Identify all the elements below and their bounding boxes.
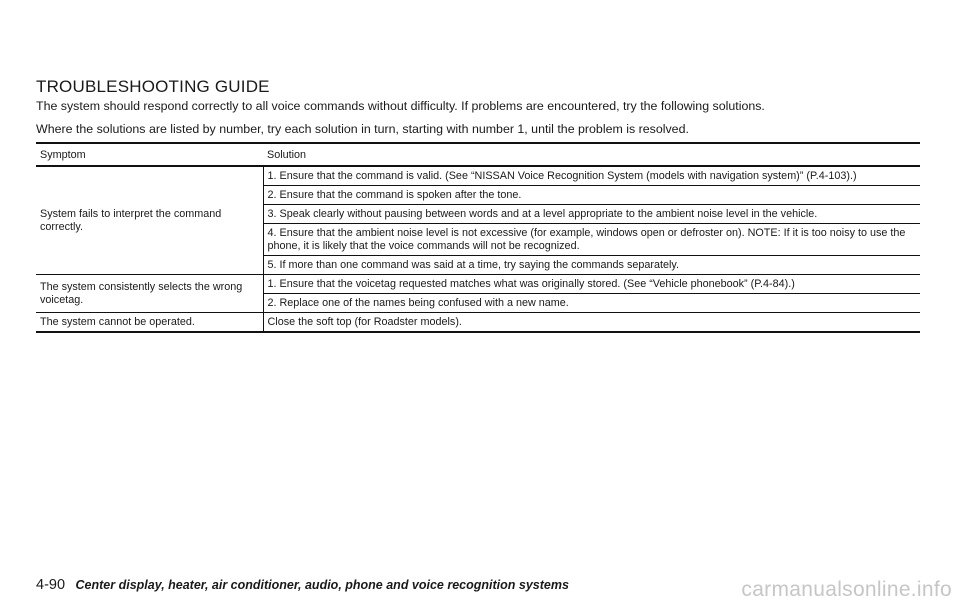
solution-cell: 4. Ensure that the ambient noise level is not excessive (for example, windows open or defroster on). NOTE: If it is too noisy to use the phone, it is likely that the voice commands will not be recognized. (263, 224, 920, 256)
page-footer (36, 577, 569, 593)
symptom-cell: The system cannot be operated. (36, 313, 263, 333)
symptom-column-header: Symptom (36, 143, 263, 166)
table-header-row (36, 143, 920, 166)
intro-paragraph: The system should respond correctly to all voice commands without difficulty. If problems are encountered, try the following solutions. (36, 99, 765, 113)
page-number: 4-90 (36, 577, 66, 593)
troubleshooting-table (36, 142, 920, 333)
solution-column-header: Solution (263, 143, 920, 166)
symptom-cell: The system consistently selects the wrong voicetag. (36, 275, 263, 313)
solution-cell: 2. Replace one of the names being confused with a new name. (263, 294, 920, 313)
symptom-cell: System fails to interpret the command correctly. (40, 208, 222, 233)
instruction-paragraph: Where the solutions are listed by number, try each solution in turn, starting with number 1, until the problem is resolved. (36, 122, 689, 136)
table-row (36, 275, 920, 294)
site-watermark: carmanualsonline.info (741, 578, 952, 601)
solution-cell: 2. Ensure that the command is spoken after the tone. (263, 186, 920, 205)
section-heading: TROUBLESHOOTING GUIDE (36, 77, 270, 96)
chapter-title: Center display, heater, air conditioner, audio, phone and voice recognition systems (75, 578, 569, 592)
table-row (36, 166, 920, 186)
solution-cell: 3. Speak clearly without pausing between words and at a level appropriate to the ambient noise level in the vehicle. (263, 205, 920, 224)
table-row (36, 313, 920, 333)
solution-cell: 5. If more than one command was said at a time, try saying the commands separately. (263, 256, 920, 275)
solution-cell: Close the soft top (for Roadster models). (263, 313, 920, 333)
solution-cell: 1. Ensure that the command is valid. (See “NISSAN Voice Recognition System (models with navigation system)” (P.4-103).) (263, 166, 920, 186)
solution-cell: 1. Ensure that the voicetag requested matches what was originally stored. (See “Vehicle phonebook” (P.4-84).) (263, 275, 920, 294)
